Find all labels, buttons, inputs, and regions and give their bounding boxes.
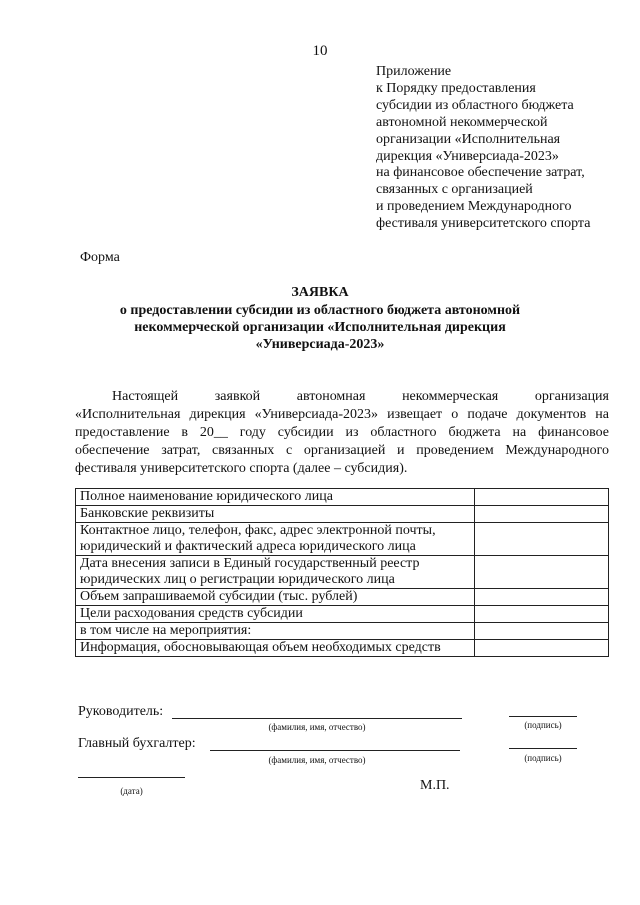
body-paragraph xyxy=(75,388,609,478)
row-value[interactable] xyxy=(475,489,609,506)
row-value[interactable] xyxy=(475,556,609,589)
date-caption: (дата) xyxy=(120,786,143,796)
body-line: предоставление в 20__ году субсидии из областного бюджета на финансовое xyxy=(75,425,609,440)
head-sign-line[interactable] xyxy=(509,716,577,717)
appendix-block xyxy=(376,64,638,233)
row-label xyxy=(76,589,475,606)
accountant-label: Главный бухгалтер: xyxy=(78,736,196,751)
document-title: ЗАЯВКА xyxy=(291,285,349,300)
form-label: Форма xyxy=(80,250,120,265)
row-label-line: юридический и фактический адреса юридического лица xyxy=(80,539,416,554)
row-label-line: Контактное лицо, телефон, факс, адрес электронной почты, xyxy=(80,523,436,538)
body-line: обеспечение затрат, связанных с организацией и проведением Международного xyxy=(75,443,609,458)
stamp-placeholder: М.П. xyxy=(420,778,450,793)
row-value[interactable] xyxy=(475,589,609,606)
row-label xyxy=(76,640,475,657)
row-label-line: юридических лиц о регистрации юридического лица xyxy=(80,572,395,587)
appendix-line: и проведением Международного xyxy=(376,199,572,215)
appendix-line: организации «Исполнительная xyxy=(376,131,561,147)
body-line: фестиваля университетского спорта (далее – субсидия). xyxy=(75,461,408,476)
appendix-line: Приложение xyxy=(376,64,452,79)
table-row xyxy=(76,489,609,506)
appendix-line: автономной некоммерческой xyxy=(376,114,548,130)
head-sign-caption: (подпись) xyxy=(524,720,562,730)
subtitle-line: «Универсиада-2023» xyxy=(255,337,385,352)
date-line[interactable] xyxy=(78,777,185,778)
row-value[interactable] xyxy=(475,523,609,556)
table-row xyxy=(76,623,609,640)
row-label xyxy=(76,556,475,589)
row-value[interactable] xyxy=(475,623,609,640)
head-fio-caption: (фамилия, имя, отчество) xyxy=(268,722,366,732)
row-label-line: Полное наименование юридического лица xyxy=(80,489,333,504)
row-label-line: Объем запрашиваемой субсидии (тыс. рублей) xyxy=(80,589,358,604)
table-row xyxy=(76,589,609,606)
row-value[interactable] xyxy=(475,640,609,657)
appendix-line: субсидии из областного бюджета xyxy=(376,97,574,113)
appendix-line: к Порядку предоставления xyxy=(376,80,536,96)
table-row xyxy=(76,506,609,523)
document-subtitle xyxy=(0,302,640,353)
row-label xyxy=(76,506,475,523)
appendix-line: фестиваля университетского спорта xyxy=(376,216,591,232)
accountant-fio-caption: (фамилия, имя, отчество) xyxy=(268,755,366,765)
accountant-sign-line[interactable] xyxy=(509,748,577,749)
subtitle-line: некоммерческой организации «Исполнительная дирекция xyxy=(134,320,506,335)
row-label xyxy=(76,489,475,506)
row-value[interactable] xyxy=(475,506,609,523)
row-label-line: Банковские реквизиты xyxy=(80,506,215,521)
row-label-line: Дата внесения записи в Единый государственный реестр xyxy=(80,556,420,571)
row-label-line: Информация, обосновывающая объем необходимых средств xyxy=(80,640,441,655)
row-label xyxy=(76,606,475,623)
requisites-table xyxy=(75,488,609,657)
head-name-line[interactable] xyxy=(172,718,462,719)
table-row xyxy=(76,606,609,623)
appendix-line: связанных с организацией xyxy=(376,182,533,198)
body-line: Настоящей заявкой автономная некоммерческая организация xyxy=(112,389,609,404)
appendix-line: на финансовое обеспечение затрат, xyxy=(376,165,585,181)
row-value[interactable] xyxy=(475,606,609,623)
row-label-line: Цели расходования средств субсидии xyxy=(80,606,303,621)
body-line: «Исполнительная дирекция «Универсиада-2023» извещает о подаче документов на xyxy=(75,407,609,422)
accountant-name-line[interactable] xyxy=(210,750,460,751)
accountant-sign-caption: (подпись) xyxy=(524,753,562,763)
appendix-line: дирекция «Универсиада-2023» xyxy=(376,148,559,164)
table-row xyxy=(76,556,609,589)
table-row xyxy=(76,640,609,657)
head-label: Руководитель: xyxy=(78,704,164,719)
row-label xyxy=(76,623,475,640)
page-number: 10 xyxy=(312,43,328,59)
row-label xyxy=(76,523,475,556)
subtitle-line: о предоставлении субсидии из областного бюджета автономной xyxy=(119,303,521,318)
table-row xyxy=(76,523,609,556)
row-label-line: в том числе на мероприятия: xyxy=(80,623,252,638)
